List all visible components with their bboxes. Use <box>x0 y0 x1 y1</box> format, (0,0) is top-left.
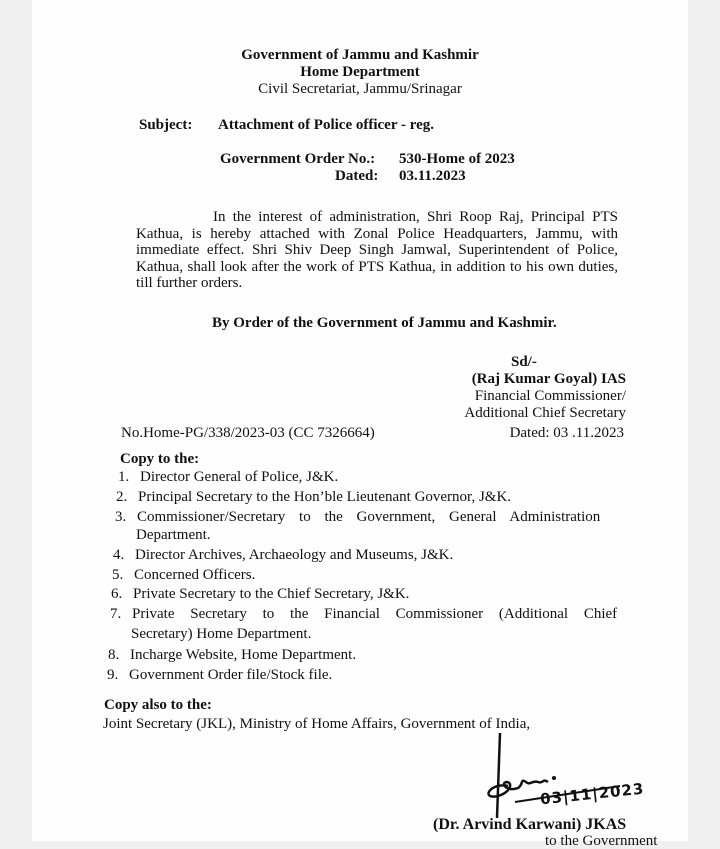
subject-label: Subject: <box>139 117 193 133</box>
copy-to-item <box>115 509 632 526</box>
signatory-dated: Dated: 03 .11.2023 <box>509 425 624 441</box>
order-number-value: 530-Home of 2023 <box>399 151 515 167</box>
signatory-name: (Raj Kumar Goyal) IAS <box>471 371 626 387</box>
item-text: Principal Secretary to the Hon’ble Lieutenant Governor, J&K. <box>138 489 512 505</box>
item-number: 5. <box>112 567 124 583</box>
header-department: Home Department <box>300 64 420 80</box>
item-number: 7. <box>110 606 122 622</box>
order-number-label: Government Order No.: <box>220 151 376 167</box>
item-text: Incharge Website, Home Department. <box>130 647 357 663</box>
item-number: 1. <box>118 469 130 485</box>
copy-to-item <box>118 469 338 486</box>
copy-to-item <box>110 606 634 623</box>
header-government: Government of Jammu and Kashmir <box>241 47 479 63</box>
copy-to-item-continuation: Secretary) Home Department. <box>131 626 312 642</box>
item-text: Concerned Officers. <box>134 567 256 583</box>
item-text: Commissioner/Secretary to the Government, General Administration <box>137 509 601 525</box>
copy-to-item-continuation: Department. <box>136 527 211 543</box>
by-order-line: By Order of the Government of Jammu and Kashmir. <box>212 315 557 331</box>
item-number: 4. <box>113 547 125 563</box>
item-text: Director General of Police, J&K. <box>140 469 339 485</box>
copy-also-text: Joint Secretary (JKL), Ministry of Home Affairs, Government of India, <box>103 716 531 732</box>
order-date-value: 03.11.2023 <box>399 168 466 184</box>
signatory-sd: Sd/- <box>511 354 537 370</box>
item-text: Private Secretary to the Chief Secretary, J&K. <box>133 586 410 602</box>
signature-icon <box>470 730 650 820</box>
item-text: Government Order file/Stock file. <box>129 667 333 683</box>
item-text: Private Secretary to the Financial Commissioner (Additional Chief <box>132 606 618 622</box>
item-number: 3. <box>115 509 127 525</box>
copy-to-heading: Copy to the: <box>120 451 200 467</box>
reference-number: No.Home-PG/338/2023-03 (CC 7326664) <box>121 425 375 441</box>
header-address: Civil Secretariat, Jammu/Srinagar <box>258 81 462 97</box>
signatory-title-2: Additional Chief Secretary <box>464 405 626 421</box>
item-number: 2. <box>116 489 128 505</box>
subject-text: Attachment of Police officer - reg. <box>218 117 435 133</box>
item-number: 8. <box>108 647 120 663</box>
item-number: 9. <box>107 667 119 683</box>
copy-to-item <box>108 647 356 664</box>
copy-to-item <box>111 586 409 603</box>
signatory-title-1: Financial Commissioner/ <box>474 388 626 404</box>
copy-to-item <box>116 489 511 506</box>
handwritten-date: 03|11|2023 <box>539 779 646 809</box>
copy-to-item <box>112 567 255 584</box>
item-number: 6. <box>111 586 123 602</box>
signatory2-partial-line: to the Government <box>545 833 658 849</box>
order-date-label: Dated: <box>335 168 379 184</box>
copy-to-item <box>113 547 453 564</box>
copy-to-item <box>107 667 332 684</box>
item-text: Director Archives, Archaeology and Museums, J&K. <box>135 547 454 563</box>
copy-also-heading: Copy also to the: <box>104 697 212 713</box>
body-paragraph: In the interest of administration, Shri Roop Raj, Principal PTS Kathua, is hereby attached with Zonal Police Headquarters, Jammu, with immediate effect. Shri Shiv Deep Singh Jamwal, Superintendent of Police, Kathua, shall look after the work of PTS Kathua, in addition to his own duties, till further orders. <box>136 209 618 291</box>
signatory2-name: (Dr. Arvind Karwani) JKAS <box>433 816 627 833</box>
